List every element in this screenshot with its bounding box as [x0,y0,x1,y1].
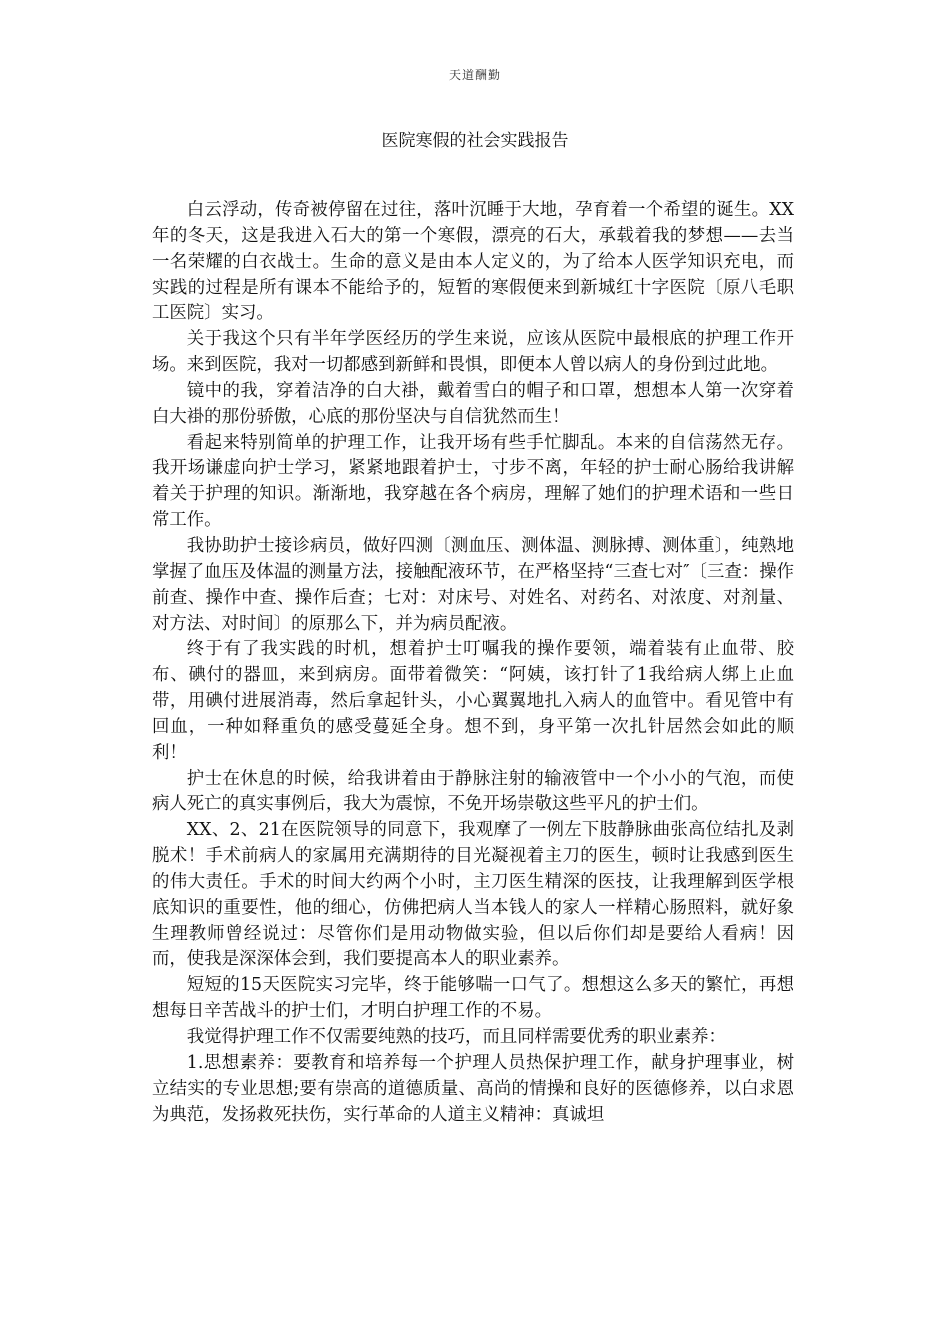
paragraph: XX、2、21在医院领导的同意下，我观摩了一例左下肢静脉曲张高位结扎及剥脱术！手术前病人的家属用充满期待的目光凝视着主刀的医生，顿时让我感到医生的伟大责任。手术的时间大约两个小时，主刀医生精深的医技，让我理解到医学根底知识的重要性，他的细心，仿佛把病人当本钱人的家人一样精心肠照料，就好象生理教师曾经说过：尽管你们是用动物做实验，但以后你们却是要给人看病！因而，使我是深深体会到，我们要提高本人的职业素养。 [152,820,794,970]
paragraph: 白云浮动，传奇被停留在过往，落叶沉睡于大地，孕育着一个希望的诞生。XX年的冬天，这是我进入石大的第一个寒假，漂亮的石大，承载着我的梦想——去当一名荣耀的白衣战士。生命的意义是由本人定义的，为了给本人医学知识充电，而实践的过程是所有课本不能给予的，短暂的寒假便来到新城红十字医院〔原八毛职工医院〕实习。 [152,200,794,324]
paragraph: 终于有了我实践的时机，想着护士叮嘱我的操作要领，端着装有止血带、胶布、碘付的器皿，来到病房。面带着微笑：“阿姨，该打针了1我给病人绑上止血带，用碘付进展消毒，然后拿起针头，小心翼翼地扎入病人的血管中。看见管中有回血，一种如释重负的感受蔓延全身。想不到，身平第一次扎针居然会如此的顺利！ [152,639,794,763]
paragraph: 1.思想素养：要教育和培养每一个护理人员热保护理工作，献身护理事业，树立结实的专业思想;要有崇高的道德质量、高尚的情操和良好的医德修养，以白求恩为典范，发扬救死扶伤，实行革命的人道主义精神：真诚坦 [152,1052,794,1125]
paragraph: 我觉得护理工作不仅需要纯熟的技巧，而且同样需要优秀的职业素养： [186,1027,726,1047]
document-body [152,198,794,1128]
document-title: 医院寒假的社会实践报告 [381,131,569,151]
paragraph: 短短的15天医院实习完毕，终于能够喘一口气了。想想这么多天的繁忙，再想想每日辛苦战斗的护士们，才明白护理工作的不易。 [152,975,794,1022]
paragraph: 关于我这个只有半年学医经历的学生来说，应该从医院中最根底的护理工作开场。来到医院，我对一切都感到新鲜和畏惧，即便本人曾以病人的身份到过此地。 [152,329,794,376]
page-header: 天道酬勤 [448,68,501,82]
paragraph: 看起来特别简单的护理工作，让我开场有些手忙脚乱。本来的自信荡然无存。我开场谦虚向护士学习，紧紧地跟着护士，寸步不离，年轻的护士耐心肠给我讲解着关于护理的知识。渐渐地，我穿越在各个病房，理解了她们的护理术语和一些日常工作。 [152,432,794,531]
paragraph: 我协助护士接诊病员，做好四测〔测血压、测体温、测脉搏、测体重〕，纯熟地掌握了血压及体温的测量方法，接触配液环节，在严格坚持“三查七对″〔三查：操作前查、操作中查、操作后查；七对：对床号、对姓名、对药名、对浓度、对剂量、对方法、对时间〕的原那么下，并为病员配液。 [152,535,794,634]
paragraph: 护士在休息的时候，给我讲着由于静脉注射的输液管中一个小小的气泡，而使病人死亡的真实事例后，我大为震惊，不免开场崇敬这些平凡的护士们。 [152,768,794,815]
paragraph: 镜中的我，穿着洁净的白大褂，戴着雪白的帽子和口罩，想想本人第一次穿着白大褂的那份骄傲，心底的那份坚决与自信犹然而生！ [152,380,794,427]
